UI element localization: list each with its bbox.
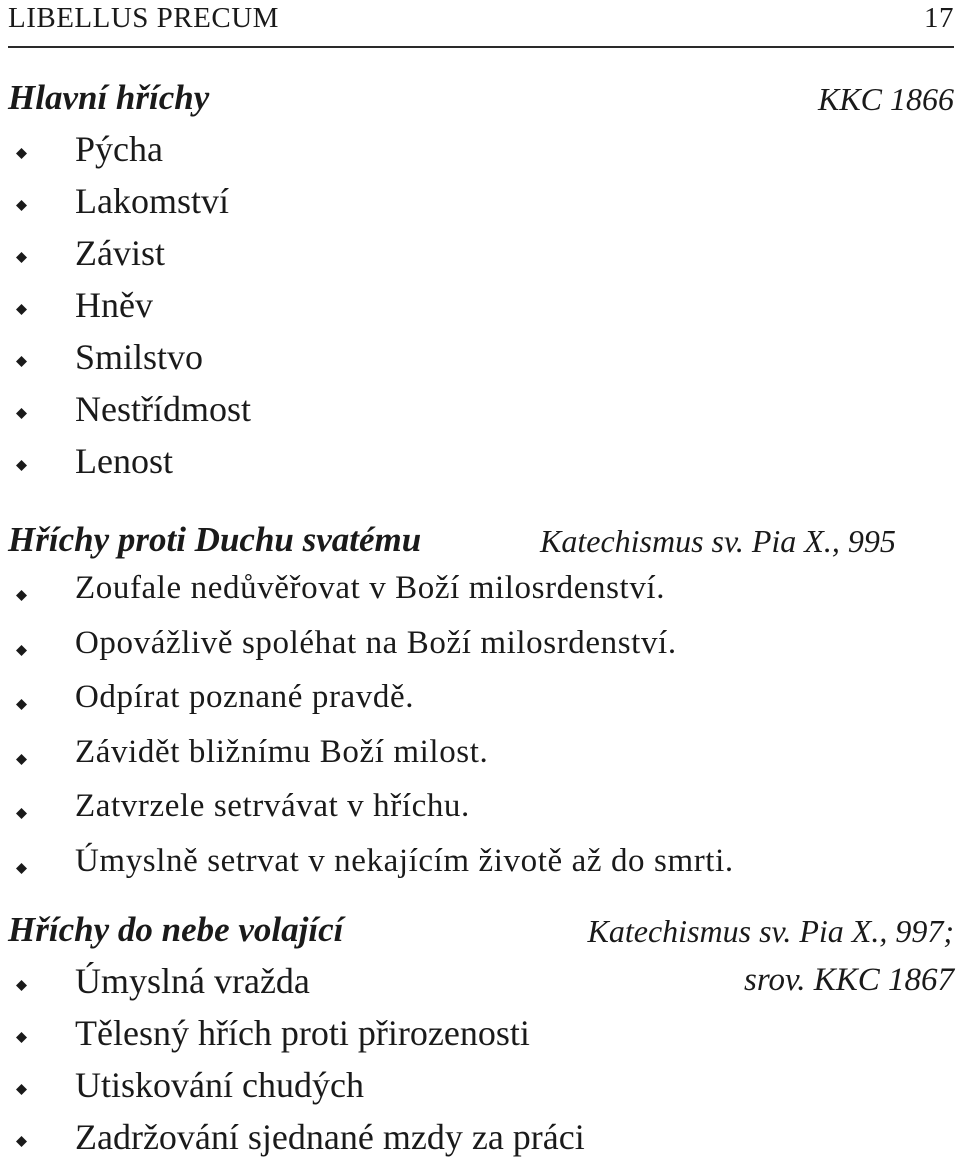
diamond-bullet-icon: [16, 754, 27, 765]
list-item: [8, 180, 954, 232]
list-item-text: Tělesný hřích proti přirozenosti: [75, 1013, 530, 1053]
list-item: [8, 960, 954, 1012]
diamond-bullet-icon: [16, 460, 27, 471]
diamond-bullet-icon: [16, 808, 27, 819]
list-item-text: Úmyslně setrvat v nekajícím životě až do smrti.: [75, 842, 734, 879]
diamond-bullet-icon: [16, 408, 27, 419]
diamond-bullet-icon: [16, 1136, 27, 1147]
section-heading: [8, 78, 954, 128]
list-item-text: Úmyslná vražda: [75, 961, 310, 1001]
section-title: Hříchy proti Duchu svatému: [8, 520, 422, 559]
list-item: [8, 336, 954, 388]
diamond-bullet-icon: [16, 252, 27, 263]
section-main-sins: [8, 78, 954, 492]
diamond-bullet-icon: [16, 699, 27, 710]
sin-list: [8, 960, 954, 1168]
list-item-text: Závist: [75, 233, 165, 273]
list-item-text: Zadržování sjednané mzdy za práci: [75, 1117, 585, 1157]
list-item: [8, 679, 954, 734]
list-item: [8, 232, 954, 284]
list-item: [8, 1064, 954, 1116]
diamond-bullet-icon: [16, 356, 27, 367]
diamond-bullet-icon: [16, 863, 27, 874]
section-heading: [8, 520, 954, 570]
list-item: [8, 625, 954, 680]
sin-list: [8, 570, 954, 897]
section-reference: KKC 1866: [817, 81, 954, 117]
section-reference: Katechismus sv. Pia X., 997;: [587, 913, 954, 949]
diamond-bullet-icon: [16, 1084, 27, 1095]
list-item-text: Lakomství: [75, 181, 229, 221]
list-item: [8, 1116, 954, 1168]
list-item: [8, 788, 954, 843]
list-item-text: Zatvrzele setrvávat v hříchu.: [75, 788, 470, 824]
list-item: [8, 734, 954, 789]
list-item-text: Pýcha: [75, 129, 163, 169]
list-item-text: Nestřídmost: [75, 389, 251, 429]
list-item-text: Opovážlivě spoléhat na Boží milosrdenství.: [75, 624, 677, 661]
section-sins-crying-to-heaven: [8, 910, 954, 1168]
section-title: Hlavní hříchy: [8, 78, 210, 117]
running-title: LIBELLUS PRECUM: [8, 2, 279, 34]
section-title: Hříchy do nebe volající: [8, 910, 344, 949]
section-reference: Katechismus sv. Pia X., 995: [540, 523, 896, 559]
list-item-text: Utiskování chudých: [75, 1065, 364, 1105]
list-item: [8, 1012, 954, 1064]
list-item: [8, 440, 954, 492]
list-item-text: Závidět bližnímu Boží milost.: [75, 733, 489, 770]
list-item-text: Smilstvo: [75, 337, 204, 377]
section-sins-against-holy-spirit: [8, 520, 954, 897]
list-item: [8, 570, 954, 625]
list-item-text: Lenost: [75, 441, 173, 481]
diamond-bullet-icon: [16, 1032, 27, 1043]
diamond-bullet-icon: [16, 980, 27, 991]
diamond-bullet-icon: [16, 200, 27, 211]
document-page: [8, 0, 954, 1172]
diamond-bullet-icon: [16, 645, 27, 656]
page-number: 17: [924, 2, 954, 34]
section-heading: [8, 910, 954, 960]
diamond-bullet-icon: [16, 148, 27, 159]
list-item-text: Hněv: [75, 285, 153, 325]
list-item: [8, 388, 954, 440]
list-item: [8, 128, 954, 180]
diamond-bullet-icon: [16, 590, 27, 601]
list-item-text: Odpírat poznané pravdě.: [75, 679, 415, 715]
diamond-bullet-icon: [16, 304, 27, 315]
list-item: [8, 284, 954, 336]
sin-list: [8, 128, 954, 492]
list-item-text: Zoufale nedůvěřovat v Boží milosrdenství.: [75, 570, 666, 606]
running-header: [8, 0, 954, 48]
list-item: [8, 843, 954, 898]
item-reference: srov. KKC 1867: [744, 962, 954, 998]
